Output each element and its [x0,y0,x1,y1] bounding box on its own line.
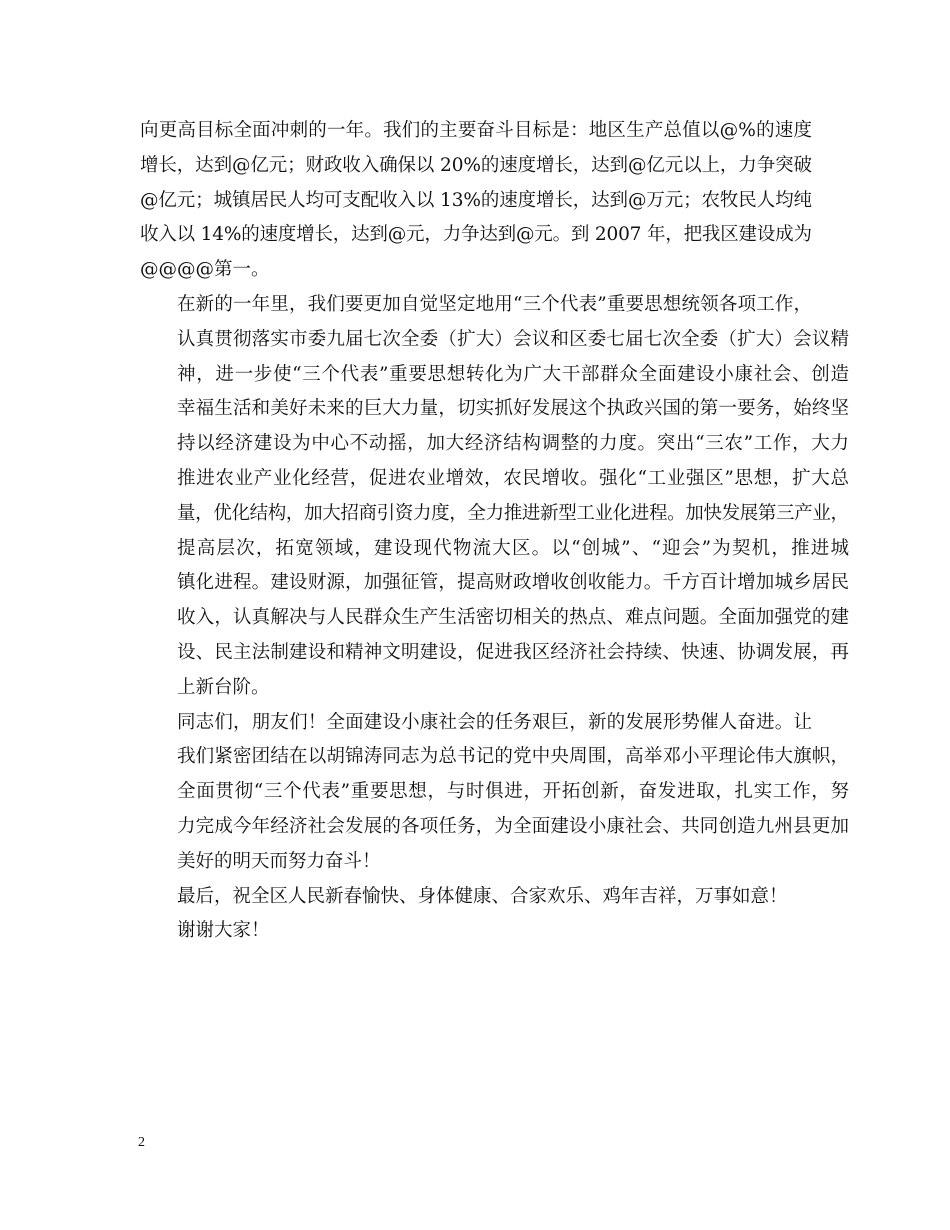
text-line: 神，进一步使“三个代表”重要思想转化为广大干部群众全面建设小康社会、创造 [177,363,850,385]
text-line: 推进农业产业化经营，促进农业增效，农民增收。强化“工业强区”思想，扩大总 [177,467,850,489]
text-line: 美好的明天而努力奋斗！ [177,850,381,872]
paragraph-goals [140,114,812,288]
text-line: 提高层次，拓宽领域，建设现代物流大区。以“创城”、“迎会”为契机，推进城 [177,537,851,559]
text-line: @亿元；城镇居民人均可支配收入以 13%的速度增长，达到@万元；农牧民人均纯 [140,189,812,211]
text-line: 谢谢大家！ [177,920,270,942]
text-line: 持以经济建设为中心不动摇，加大经济结构调整的力度。突出“三农”工作，大力 [177,433,850,455]
text-line: 最后，祝全区人民新春愉快、身体健康、合家欢乐、鸡年吉祥，万事如意！ [177,885,788,907]
text-line: 收入以 14%的速度增长，达到@元，力争达到@元。到 2007 年，把我区建设成为 [140,224,812,246]
text-line: 设、民主法制建设和精神文明建设，促进我区经济社会持续、快速、协调发展，再 [177,641,850,663]
text-line: 我们紧密团结在以胡锦涛同志为总书记的党中央周围，高举邓小平理论伟大旗帜， [177,746,850,768]
text-line: 全面贯彻“三个代表”重要思想，与时俱进，开拓创新，奋发进取，扎实工作，努 [177,781,850,803]
paragraph-thanks [140,914,812,949]
text-line: 向更高目标全面冲刺的一年。我们的主要奋斗目标是：地区生产总值以@%的速度 [140,120,813,141]
text-line: @@@@第一。 [140,259,270,281]
text-line: 上新台阶。 [177,676,270,698]
text-line: 收入，认真解决与人民群众生产生活密切相关的热点、难点问题。全面加强党的建 [177,607,850,629]
text-line: 力完成今年经济社会发展的各项任务，为全面建设小康社会、共同创造九州县更加 [177,815,850,837]
paragraph-call-to-action [140,706,850,880]
text-line: 在新的一年里，我们要更加自觉坚定地用“三个代表”重要思想统领各项工作， [177,293,813,315]
paragraph-new-year-work [140,288,851,706]
text-line: 同志们，朋友们！全面建设小康社会的任务艰巨，新的发展形势催人奋进。让 [177,711,813,733]
page-number: 2 [138,1135,145,1150]
paragraph-new-year-wishes [140,880,812,915]
text-line: 镇化进程。建设财源，加强征管，提高财政增收创收能力。千方百计增加城乡居民 [177,572,850,594]
text-line: 量，优化结构，加大招商引资力度，全力推进新型工业化进程。加快发展第三产业， [177,502,849,524]
text-line: 增长，达到@亿元；财政收入确保以 20%的速度增长，达到@亿元以上，力争突破 [140,154,812,176]
document-body [140,114,851,949]
text-line: 幸福生活和美好未来的巨大力量，切实抓好发展这个执政兴国的第一要务，始终坚 [177,398,850,420]
text-line: 认真贯彻落实市委九届七次全委（扩大）会议和区委七届七次全委（扩大）会议精 [177,328,850,350]
